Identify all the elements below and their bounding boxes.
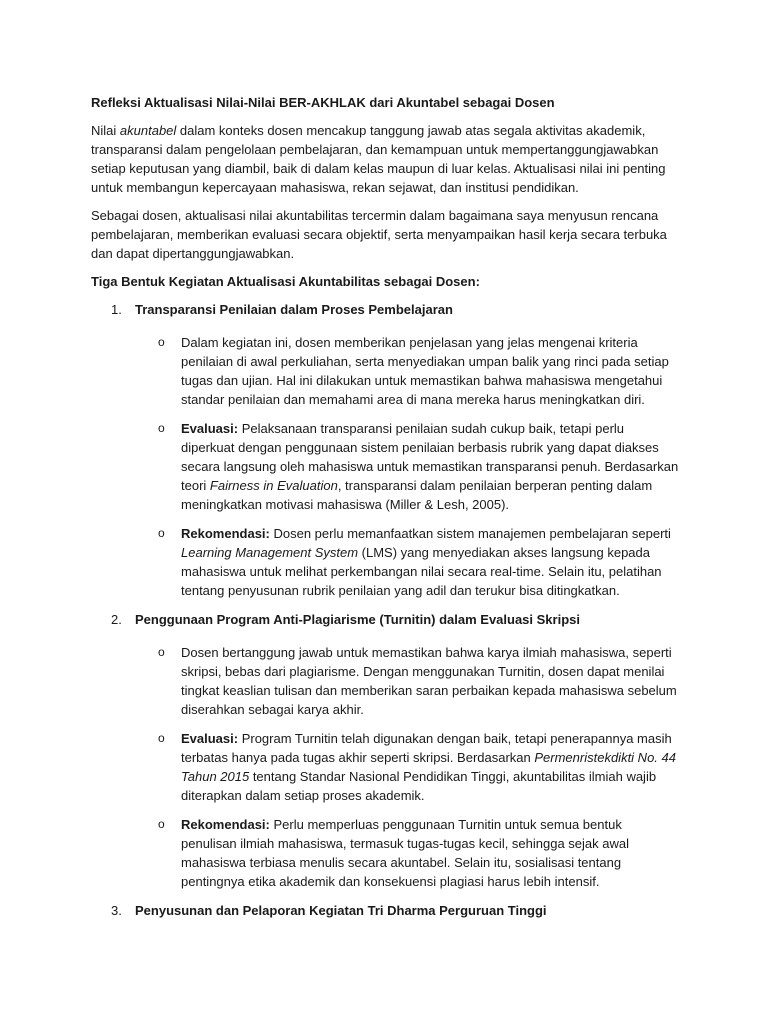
list-item-2: [91, 610, 691, 891]
intro-italic-term: akuntabel: [119, 123, 177, 138]
bullet-label: Evaluasi:: [181, 731, 239, 746]
bullet-text: , transparansi dalam penilaian berperan penting dalam meningkatkan motivasi mahasiswa (Miller & Lesh, 2005).: [181, 478, 653, 512]
list-item-title: Transparansi Penilaian dalam Proses Pembelajaran: [135, 302, 453, 317]
bullet-marker: o: [158, 526, 165, 540]
bullet-text: Pelaksanaan transparansi penilaian sudah cukup baik, tetapi perlu diperkuat dengan penggunaan sistem penilaian berbasis rubrik yang dapat diakses secara langsung oleh mahasiswa untuk memastikan transparansi penuh. Berdasarkan teori: [181, 421, 679, 493]
bullet-italic: Fairness in Evaluation: [209, 478, 338, 493]
bullet-text: Program Turnitin telah digunakan dengan baik, tetapi penerapannya masih terbatas hanya pada tugas akhir seperti skripsi. Berdasarkan: [181, 731, 672, 765]
bullet-label: Rekomendasi:: [181, 817, 270, 832]
bullet-marker: o: [158, 731, 165, 745]
sub-bullet-description: [91, 333, 681, 409]
bullet-marker: o: [158, 421, 165, 435]
list-item-3: [91, 901, 691, 920]
bullet-marker: o: [158, 817, 165, 831]
bullet-text: tentang Standar Nasional Pendidikan Tinggi, akuntabilitas ilmiah wajib diterapkan dalam setiap proses akademik.: [181, 769, 657, 803]
sub-bullet-evaluation: [91, 729, 681, 805]
bullet-text: Dosen perlu memanfaatkan sistem manajemen pembelajaran seperti: [269, 526, 671, 541]
bullet-marker: o: [158, 645, 165, 659]
intro-text-a: Nilai: [91, 123, 120, 138]
sub-bullet-recommendation: [91, 815, 681, 891]
list-item-title: Penggunaan Program Anti-Plagiarisme (Turnitin) dalam Evaluasi Skripsi: [135, 612, 580, 627]
section-heading: Tiga Bentuk Kegiatan Aktualisasi Akuntabilitas sebagai Dosen:: [91, 274, 480, 289]
bullet-text: Dosen bertanggung jawab untuk memastikan bahwa karya ilmiah mahasiswa, seperti skripsi, bebas dari plagiarisme. Dengan menggunakan Turnitin, dosen dapat menilai tingkat keaslian tulisan dan memberikan saran perbaikan kepada mahasiswa sebelum diserahkan sebagai karya akhir.: [181, 645, 677, 717]
bullet-text: Dalam kegiatan ini, dosen memberikan penjelasan yang jelas mengenai kriteria penilaian di awal perkuliahan, serta menyediakan umpan balik yang rinci pada setiap tugas dan ujian. Hal ini dilakukan untuk memastikan bahwa mahasiswa mengetahui standar penilaian dan memahami area di mana mereka harus meningkatkan diri.: [181, 335, 669, 407]
list-item-1: [91, 300, 691, 600]
list-number: 1.: [111, 302, 122, 317]
document-body: [91, 93, 691, 930]
bullet-label: Rekomendasi:: [181, 526, 270, 541]
sub-bullet-list: [91, 333, 691, 600]
bullet-italic: Permenristekdikti No. 44 Tahun 2015: [181, 750, 676, 784]
intro-text-b: dalam konteks dosen mencakup tanggung jawab atas segala aktivitas akademik, transparansi dalam pengelolaan pembelajaran, dan kemampuan untuk mempertanggungjawabkan setiap keputusan yang diambil, baik di dalam kelas maupun di luar kelas. Aktualisasi nilai ini penting untuk membangun kepercayaan mahasiswa, rekan sejawat, dan institusi pendidikan.: [91, 123, 666, 195]
bullet-label: Evaluasi:: [181, 421, 239, 436]
document-title: Refleksi Aktualisasi Nilai-Nilai BER-AKHLAK dari Akuntabel sebagai Dosen: [91, 95, 555, 110]
sub-bullet-description: [91, 643, 681, 719]
sub-bullet-recommendation: [91, 524, 681, 600]
intro-paragraph-1: [91, 121, 691, 197]
sub-bullet-list: [91, 643, 691, 891]
bullet-text: Perlu memperluas penggunaan Turnitin untuk semua bentuk penulisan ilmiah mahasiswa, termasuk tugas-tugas kecil, sehingga sejak awal mahasiswa terbiasa menulis secara akuntabel. Selain itu, sosialisasi tentang pentingnya etika akademik dan konsekuensi plagiasi harus lebih intensif.: [181, 817, 630, 889]
list-number: 2.: [111, 612, 122, 627]
bullet-marker: o: [158, 335, 165, 349]
bullet-text: (LMS) yang menyediakan akses langsung kepada mahasiswa untuk melihat perkembangan nilai secara real-time. Selain itu, pelatihan tentang penyusunan rubrik penilaian yang adil dan terukur bisa ditingkatkan.: [181, 545, 662, 598]
sub-bullet-evaluation: [91, 419, 681, 514]
list-item-title: Penyusunan dan Pelaporan Kegiatan Tri Dharma Perguruan Tinggi: [135, 903, 547, 918]
list-number: 3.: [111, 903, 122, 918]
bullet-italic: Learning Management System: [181, 545, 359, 560]
intro-paragraph-2: Sebagai dosen, aktualisasi nilai akuntabilitas tercermin dalam bagaimana saya menyusun rencana pembelajaran, memberikan evaluasi secara objektif, serta menyampaikan hasil kerja secara terbuka dan dapat dipertanggungjawabkan.: [91, 208, 667, 261]
